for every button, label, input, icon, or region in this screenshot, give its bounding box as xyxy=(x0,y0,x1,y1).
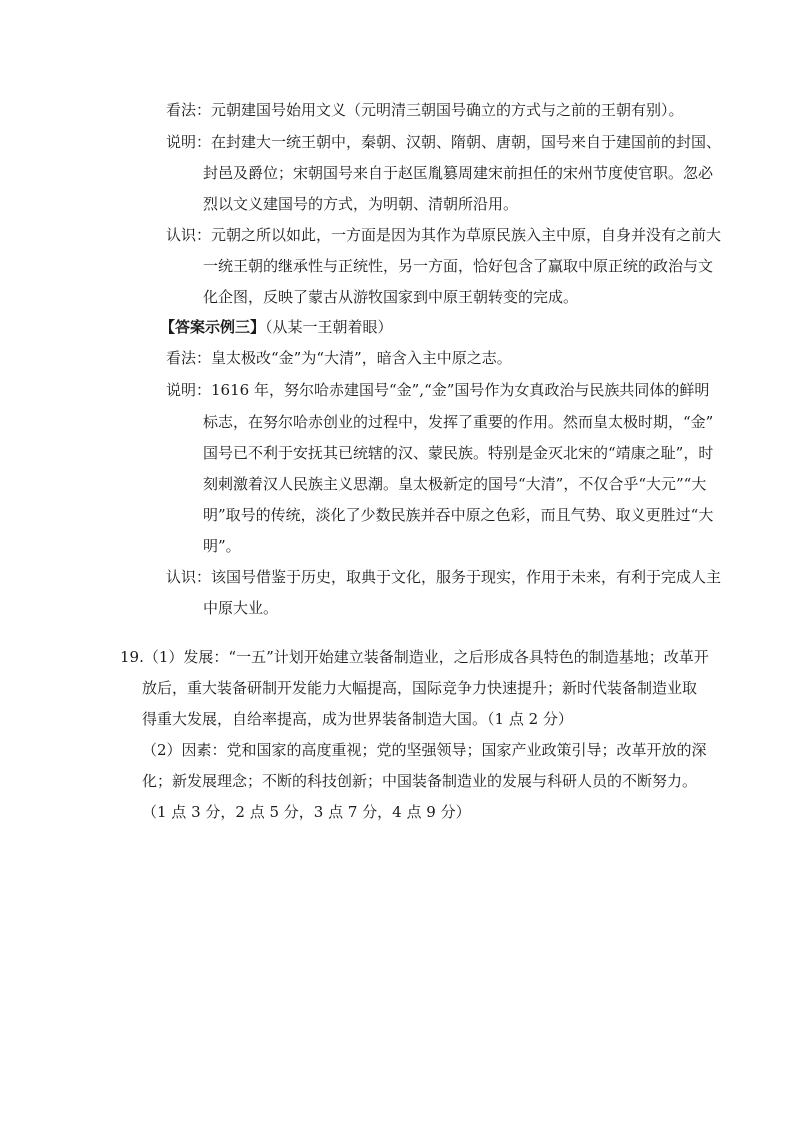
explain-text: 在封建大一统王朝中，秦朝、汉朝、隋朝、唐朝，国号来自于建国前的封国、 xyxy=(211,133,722,151)
view-line-example3 xyxy=(166,348,512,368)
example3-heading xyxy=(160,317,393,337)
explain-line-example3-4: 刻刺激着汉人民族主义思潮。皇太极新定的国号“大清”，不仅合乎“大元”“大 xyxy=(203,475,707,493)
recog-label: 认识： xyxy=(166,568,212,586)
view-label: 看法： xyxy=(166,101,212,119)
q19-part2-line-1: （2）因素：党和国家的高度重视；党的坚强领导；国家产业政策引导；改革开放的深 xyxy=(142,741,707,759)
explain-line-example3-5: 明”取号的传统，淡化了少数民族并吞中原之色彩，而且气势、取义更胜过“大 xyxy=(203,506,714,524)
recog-text: 该国号借鉴于历史，取典于文化，服务于现实，作用于未来，有利于完成人主 xyxy=(211,568,722,586)
explain-line-example3-2: 标志，在努尔哈赤创业的过程中，发挥了重要的作用。然而皇太极时期，“金” xyxy=(203,413,714,431)
recog-line-example2-1 xyxy=(166,225,721,245)
explain-line-example3-6: 明”。 xyxy=(203,537,241,555)
view-label: 看法： xyxy=(166,349,212,367)
recog-line-example3-2: 中原大业。 xyxy=(203,599,279,617)
q19-part1-line-2: 放后，重大装备研制开发能力大幅提高，国际竞争力快速提升；新时代装备制造业取 xyxy=(142,679,698,697)
explain-line-example2-1 xyxy=(166,132,721,152)
explain-text: 1616 年，努尔哈赤建国号“金”,“金”国号作为女真政治与民族共同体的鲜明 xyxy=(211,381,710,399)
recog-label: 认识： xyxy=(166,226,212,244)
view-line-example2 xyxy=(166,100,684,120)
q19-part2-line-2: 化；新发展理念；不断的科技创新；中国装备制造业的发展与科研人员的不断努力。 xyxy=(142,772,698,790)
question-number: 19. xyxy=(120,648,144,666)
explain-line-example2-3: 烈以文义建国号的方式，为明朝、清朝所沿用。 xyxy=(203,195,519,213)
q19-part1-line-3: 得重大发展，自给率提高，成为世界装备制造大国。（1 点 2 分） xyxy=(142,710,573,728)
recog-line-example3-1 xyxy=(166,567,721,587)
explain-label: 说明： xyxy=(166,381,212,399)
q19-part1-text: （1）发展：“一五”计划开始建立装备制造业，之后形成各具特色的制造基地；改革开 xyxy=(143,648,709,666)
view-text: 皇太极改“金”为“大清”，暗含入主中原之志。 xyxy=(211,349,512,367)
view-text: 元朝建国号始用文义（元明清三朝国号确立的方式与之前的王朝有别）。 xyxy=(211,101,684,119)
example3-heading-note: （从某一王朝着眼） xyxy=(265,318,393,336)
explain-label: 说明： xyxy=(166,133,212,151)
explain-line-example2-2: 封邑及爵位；宋朝国号来自于赵匡胤篡周建宋前担任的宋州节度使官职。忽必 xyxy=(203,164,714,182)
q19-part1-line-1 xyxy=(120,647,709,667)
explain-line-example3-3: 国号已不利于安抚其已统辖的汉、蒙民族。特别是金灭北宋的“靖康之耻”，时 xyxy=(203,444,714,462)
explain-line-example3-1 xyxy=(166,380,709,400)
example3-heading-title: 【答案示例三】 xyxy=(160,318,266,336)
q19-part2-line-3: （1 点 3 分，2 点 5 分，3 点 7 分，4 点 9 分） xyxy=(142,803,471,821)
recog-line-example2-3: 化企图，反映了蒙古从游牧国家到中原王朝转变的完成。 xyxy=(203,288,579,306)
recog-text: 元朝之所以如此，一方面是因为其作为草原民族入主中原，自身并没有之前大 xyxy=(211,226,722,244)
recog-line-example2-2: 一统王朝的继承性与正统性，另一方面，恰好包含了赢取中原正统的政治与文 xyxy=(203,257,714,275)
